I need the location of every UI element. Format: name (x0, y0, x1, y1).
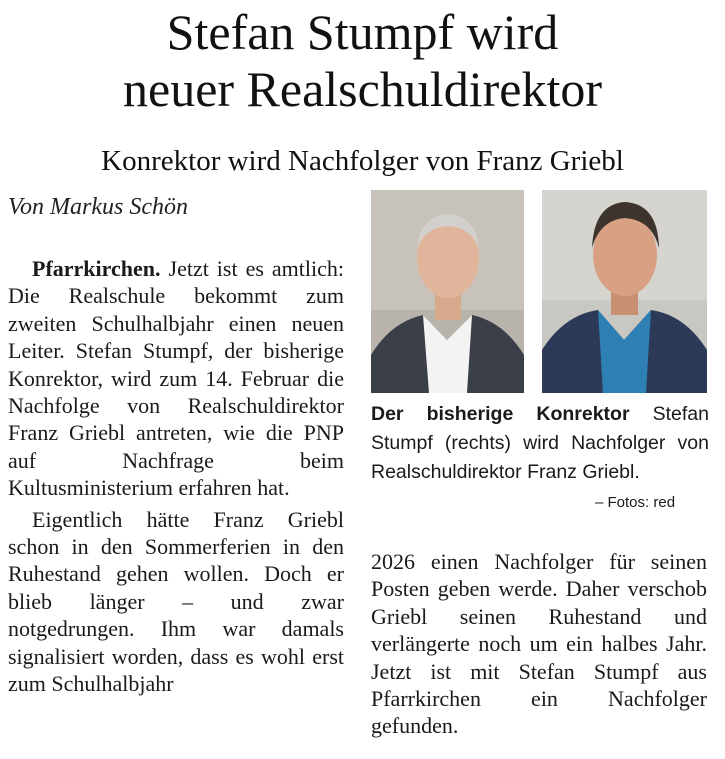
photo-caption (371, 400, 709, 487)
caption-body: Stefan Stumpf (rechts) wird Nachfolger von Realschuldirektor Franz Griebl. (371, 403, 709, 483)
headline-line-2: neuer Realschuldirektor (123, 61, 602, 117)
portrait-photo-icon (542, 190, 707, 393)
paragraph-1 (8, 255, 344, 502)
article-column-left (8, 255, 344, 698)
headline-line-1: Stefan Stumpf wird (166, 4, 559, 60)
caption-text (371, 400, 709, 487)
paragraph-3: 2026 einen Nachfolger für seinen Posten geben werde. Daher verschob Griebl seinen Ruhestand und verlängerte noch um ein halbes Jahr. Jetzt ist mit Stefan Stumpf aus Pfarrkirchen ein Nachfolger gefunden. (371, 549, 707, 739)
paragraph-2: Eigentlich hätte Franz Griebl schon in den Sommerferien in den Ruhestand gehen wollen. Doch er blieb länger – und zwar notgedrungen. Ihm war damals signalisiert worden, dass es wohl erst zum Schulhalbjahr (8, 506, 344, 697)
dateline: Pfarrkirchen. (32, 256, 161, 281)
caption-lead: Der bisherige Konrektor (371, 403, 630, 425)
byline: Von Markus Schön (8, 194, 188, 220)
photo-griebl (371, 190, 524, 393)
article-column-right (371, 548, 707, 740)
portrait-photo-icon (371, 190, 524, 393)
paragraph-1-text: Jetzt ist es amtlich: Die Realschule bekommt zum zweiten Schulhalbjahr einen neuen Leiter. Stefan Stumpf, der bisherige Konrektor, wird zum 14. Februar die Nachfolge von Realschuldirektor Franz Griebl antreten, wie die PNP auf Nachfrage beim Kultusministerium erfahren hat. (8, 256, 344, 501)
headline (0, 4, 725, 118)
photo-stumpf (542, 190, 707, 393)
subheadline: Konrektor wird Nachfolger von Franz Griebl (101, 145, 624, 177)
photo-credit: – Fotos: red (595, 494, 676, 511)
